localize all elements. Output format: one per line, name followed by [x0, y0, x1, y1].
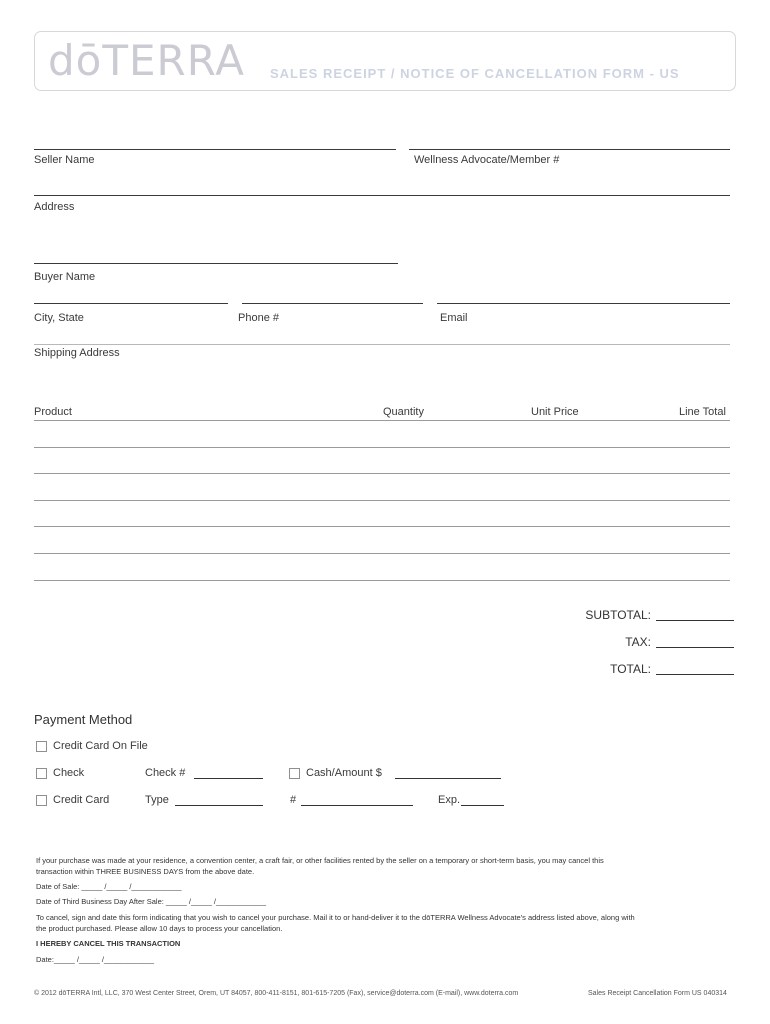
table-row[interactable] [34, 473, 730, 474]
address-field[interactable] [34, 195, 730, 196]
column-unit-price: Unit Price [531, 406, 579, 418]
credit-card-label: Credit Card [53, 794, 110, 806]
form-title: SALES RECEIPT / NOTICE OF CANCELLATION FORM - US [270, 66, 680, 81]
third-business-day: Date of Third Business Day After Sale: _____ /_____ /____________ [36, 897, 267, 906]
column-product: Product [34, 406, 72, 418]
check-number-label: Check # [145, 767, 186, 779]
city-state-field[interactable] [34, 303, 228, 304]
table-row[interactable] [34, 580, 730, 581]
footer-copyright: © 2012 dōTERRA Intl, LLC, 370 West Center Street, Orem, UT 84057, 800-411-8151, 801-615-7205 (Fax), service@doterra.com (E-mail), www.doterra.com [34, 990, 519, 997]
expiration-label: Exp. [438, 794, 461, 806]
credit-card-checkbox[interactable] [36, 795, 47, 806]
buyer-name-field[interactable] [34, 263, 398, 264]
cancel-date: Date:_____ /_____ /____________ [36, 955, 155, 964]
phone-field[interactable] [242, 303, 423, 304]
table-row[interactable] [34, 500, 730, 501]
tax-field[interactable] [656, 647, 734, 648]
phone-label: Phone # [238, 312, 279, 324]
check-number-field[interactable] [194, 778, 263, 779]
credit-card-on-file-label: Credit Card On File [53, 740, 148, 752]
wellness-advocate-field[interactable] [409, 149, 730, 150]
table-row[interactable] [34, 447, 730, 448]
email-label: Email [440, 312, 468, 324]
shipping-address-label: Shipping Address [34, 347, 120, 359]
check-label: Check [53, 767, 85, 779]
column-line-total: Line Total [679, 406, 726, 418]
card-type-label: Type [145, 794, 169, 806]
table-row[interactable] [34, 553, 730, 554]
expiration-field[interactable] [461, 805, 504, 806]
subtotal-label: SUBTOTAL: [585, 608, 651, 622]
payment-method-title: Payment Method [34, 712, 133, 727]
cancel-instructions-1: To cancel, sign and date this form indicating that you wish to cancel your purchase. Mail it to or hand-deliver it to the dōTERRA Wellness Advocate's address listed above, along with [36, 913, 635, 922]
footer-form-id: Sales Receipt Cancellation Form US 040314 [588, 990, 727, 997]
city-state-label: City, State [34, 312, 84, 324]
total-label: TOTAL: [610, 662, 651, 676]
cash-amount-field[interactable] [395, 778, 501, 779]
column-quantity: Quantity [383, 406, 424, 418]
card-number-label: # [290, 794, 297, 806]
wellness-advocate-label: Wellness Advocate/Member # [414, 154, 560, 166]
shipping-address-field[interactable] [34, 344, 730, 345]
cash-amount-label: Cash/Amount $ [306, 767, 382, 779]
credit-card-on-file-checkbox[interactable] [36, 741, 47, 752]
table-header-rule [34, 420, 730, 421]
check-checkbox[interactable] [36, 768, 47, 779]
notice-text-1: If your purchase was made at your residence, a convention center, a craft fair, or other facilities rented by the seller on a temporary or short-term basis, you may cancel this [36, 856, 604, 865]
total-field[interactable] [656, 674, 734, 675]
doterra-logo: dōTERRA [48, 36, 245, 85]
card-type-field[interactable] [175, 805, 263, 806]
seller-name-field[interactable] [34, 149, 396, 150]
date-of-sale: Date of Sale: _____ /_____ /____________ [36, 882, 182, 891]
table-row[interactable] [34, 526, 730, 527]
seller-name-label: Seller Name [34, 154, 95, 166]
address-label: Address [34, 201, 75, 213]
email-field[interactable] [437, 303, 730, 304]
card-number-field[interactable] [301, 805, 413, 806]
cancel-instructions-2: the product purchased. Please allow 10 days to process your cancellation. [36, 924, 283, 933]
cash-checkbox[interactable] [289, 768, 300, 779]
notice-text-2: transaction within THREE BUSINESS DAYS from the above date. [36, 867, 255, 876]
hereby-cancel: I HEREBY CANCEL THIS TRANSACTION [36, 939, 181, 948]
subtotal-field[interactable] [656, 620, 734, 621]
tax-label: TAX: [625, 635, 651, 649]
buyer-name-label: Buyer Name [34, 271, 96, 283]
